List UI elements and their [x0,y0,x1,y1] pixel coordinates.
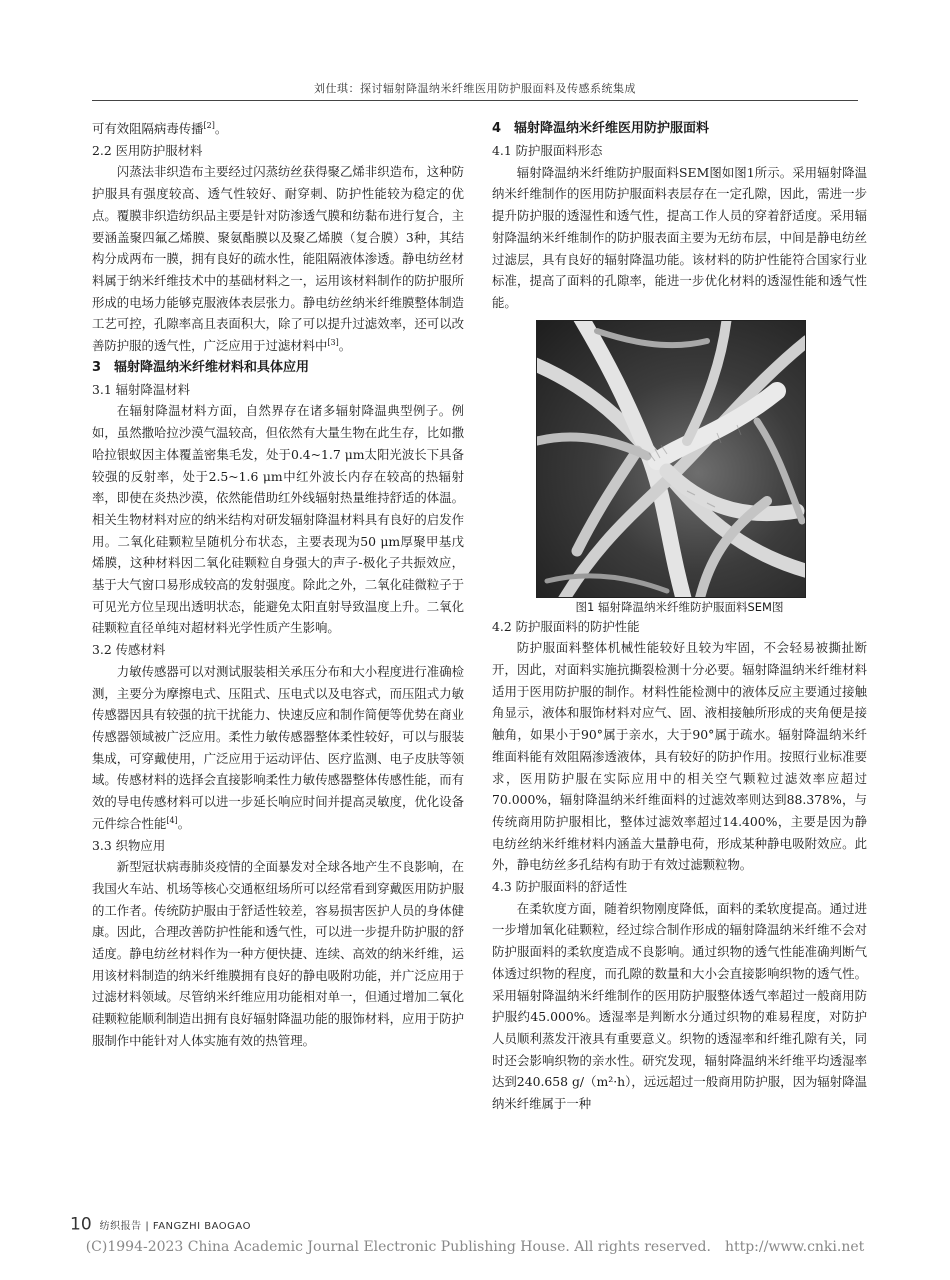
citation-3[interactable]: [3] [327,337,339,347]
paragraph-protective-performance: 防护服面料整体机械性能较好且较为牢固，不会轻易被撕扯断开，因此，对面料实施抗撕裂检测十分必要。辐射降温纳米纤维材料适用于医用防护服的制作。材料性能检测中的液体反应主要通过接触角显示，液体和服饰材料对应气、固、液相接触所形成的夹角便是接触角，如果小于90°属于亲水，大于90°属于疏水。辐射降温纳米纤维面料能有效阻隔渗透液体，具有较好的防护作用。按照行业标准要求，医用防护服在实际应用中的相关空气颗粒过滤效率应超过70.000%，辐射降温纳米纤维面料的过滤效率则达到88.378%，与传统商用防护服相比，整体过滤效率超过14.400%，主要是因为静电纺丝纳米纤维材料内涵盖大量静电荷，形成某种静电吸附效应。此外，静电纺丝多孔结构有助于有效过滤颗粒物。 [492,640,867,873]
paragraph-fabric-application: 新型冠状病毒肺炎疫情的全面暴发对全球各地产生不良影响，在我国火车站、机场等核心交通枢纽场所可以经常看到穿戴医用防护服的工作者。传统防护服由于舒适性较差，容易损害医护人员的身体健康。因此，合理改善防护性能和透气性，可以进一步提升防护服的舒适度。静电纺丝材料作为一种方便快捷、连续、高效的纳米纤维，运用该材料制造的纳米纤维膜拥有良好的静电吸附功能，并广泛应用于过滤材料领域。尽管纳米纤维应用功能相对单一，但通过增加二氧化硅颗粒能顺利制造出拥有良好辐射降温功能的服饰材料，应用于防护服制作中能针对人体实施有效的热管理。 [92,859,464,1048]
journal-name: 纺织报告 | FANGZHI BAOGAO [99,1221,251,1232]
paragraph-protective-materials: 闪蒸法非织造布主要经过闪蒸纺丝获得聚乙烯非织造布，这种防护服具有强度较高、透气性较好、耐穿刺、防护性能较为稳定的优点。覆膜非织造纺织品主要是针对防渗透气膜和纺黏布进行复合，主要涵盖聚四氟乙烯膜、聚氨酯膜以及聚乙烯膜（复合膜）3种，其结构分成两布一膜，拥有良好的疏水性，能阻隔液体渗透。静电纺丝材料属于纳米纤维技术中的基础材料之一，运用该材料制作的防护服所形成的电场力能够克服液体表层张力。静电纺丝纳米纤维膜整体制造工艺可控，孔隙率高且表面积大，除了可以提升过滤效率，还可以改善防护服的透气性，广泛应用于过滤材料中[3]。 [92,164,464,354]
citation-2[interactable]: [2] [203,120,215,130]
figure-caption: 图1 辐射降温纳米纤维防护服面料SEM图 [575,599,784,614]
paragraph-radiative-cooling: 在辐射降温材料方面，自然界存在诸多辐射降温典型例子。例如，虽然撒哈拉沙漠气温较高，但依然有大量生物在此生存，比如撒哈拉银蚁因主体覆盖密集毛发，处于0.4~1.7 μm太阳光波长下具备较强的反射率，处于2.5~1.6 μm中红外波长内存在较高的热辐射率，即使在炎热沙漠，依然能借助红外线辐射热量维持舒适的体温。相关生物材料对应的纳米结构对研发辐射降温材料具有良好的启发作用。二氧化硅颗粒呈随机分布状态，主要表现为50 μm厚聚甲基戊烯膜，这种材料因二氧化硅颗粒自身强大的声子-极化子共振效应，基于大气窗口易形成较高的发射强度。除此之外，二氧化硅微粒子于可见光方位呈现出透明状态，能避免太阳直射导致温度上升。二氧化硅颗粒直径单纯对超材料光学性质产生影响。 [92,403,464,636]
left-column [92,118,464,1052]
heading-3-2: 3.2 传感材料 [92,642,166,658]
heading-3-3: 3.3 织物应用 [92,837,166,853]
heading-4: 4 辐射降温纳米纤维医用防护服面料 [492,121,710,136]
page-footer [70,1214,251,1235]
paragraph-comfort: 在柔软度方面，随着织物刚度降低，面料的柔软度提高。通过进一步增加氧化硅颗粒，经过综合制作形成的辐射降温纳米纤维不会对防护服面料的柔软度造成不良影响。通过织物的透气性能准确判断气体透过织物的程度，而孔隙的数量和大小会直接影响织物的透气性。采用辐射降温纳米纤维制作的医用防护服整体透气率超过一般商用防护服约45.000%。透湿率是判断水分通过织物的难易程度，对防护人员顺利蒸发汗液具有重要意义。织物的透湿率和纤维孔隙有关，同时还会影响织物的亲水性。研究发现，辐射降温纳米纤维平均透湿率达到240.658 g/（m²·h），远远超过一般商用防护服，因为辐射降温纳米纤维属于一种 [492,900,867,1112]
heading-4-1: 4.1 防护服面料形态 [492,143,603,158]
heading-4-2: 4.2 防护服面料的防护性能 [492,618,640,634]
paragraph-fabric-morphology: 辐射降温纳米纤维防护服面料SEM图如图1所示。采用辐射降温纳米纤维制作的医用防护服面料表层存在一定孔隙，因此，需进一步提升防护服的透湿性和透气性，提高工作人员的穿着舒适度。采用辐射降温纳米纤维制作的防护服表面主要为无纺布层，中间是静电纺丝过滤层，具有良好的辐射降温功能。该材料的防护性能符合国家行业标准，提高了面料的孔隙率，能进一步优化材料的透湿性能和透气性能。 [492,164,867,310]
sem-image [536,320,806,598]
heading-3-1: 3.1 辐射降温材料 [92,381,190,397]
citation-4[interactable]: [4] [166,815,178,825]
heading-4-3: 4.3 防护服面料的舒适性 [492,879,628,895]
heading-2-2: 2.2 医用防护服材料 [92,142,203,158]
copyright-notice: (C)1994-2023 China Academic Journal Electronic Publishing House. All rights reserved. http://www.cnki.net [85,1239,865,1255]
heading-3: 3 辐射降温纳米纤维材料和具体应用 [92,359,310,375]
running-header: 刘仕琪：探讨辐射降温纳米纤维医用防护服面料及传感系统集成 [314,82,636,95]
header-rule [92,100,858,101]
paragraph-sensing-materials: 力敏传感器可以对测试服装相关承压分布和大小程度进行准确检测，主要分为摩擦电式、压阻式、压电式以及电容式，而压阻式力敏传感器因具有较强的抗干扰能力、快速反应和制作简便等优势在商业传感器领域被广泛应用。柔性力敏传感器整体柔性较好，可以与服装集成，可穿戴使用，广泛应用于运动评估、医疗监测、电子皮肤等领域。传感材料的选择会直接影响柔性力敏传感器整体传感性能，而有效的导电传感材料可以进一步延长响应时间并提高灵敏度，优化设备元件综合性能[4]。 [92,663,464,831]
page-number: 10 [70,1214,92,1235]
paragraph-continued: 可有效阻隔病毒传播[2]。 [92,120,228,136]
right-column [492,118,867,1115]
